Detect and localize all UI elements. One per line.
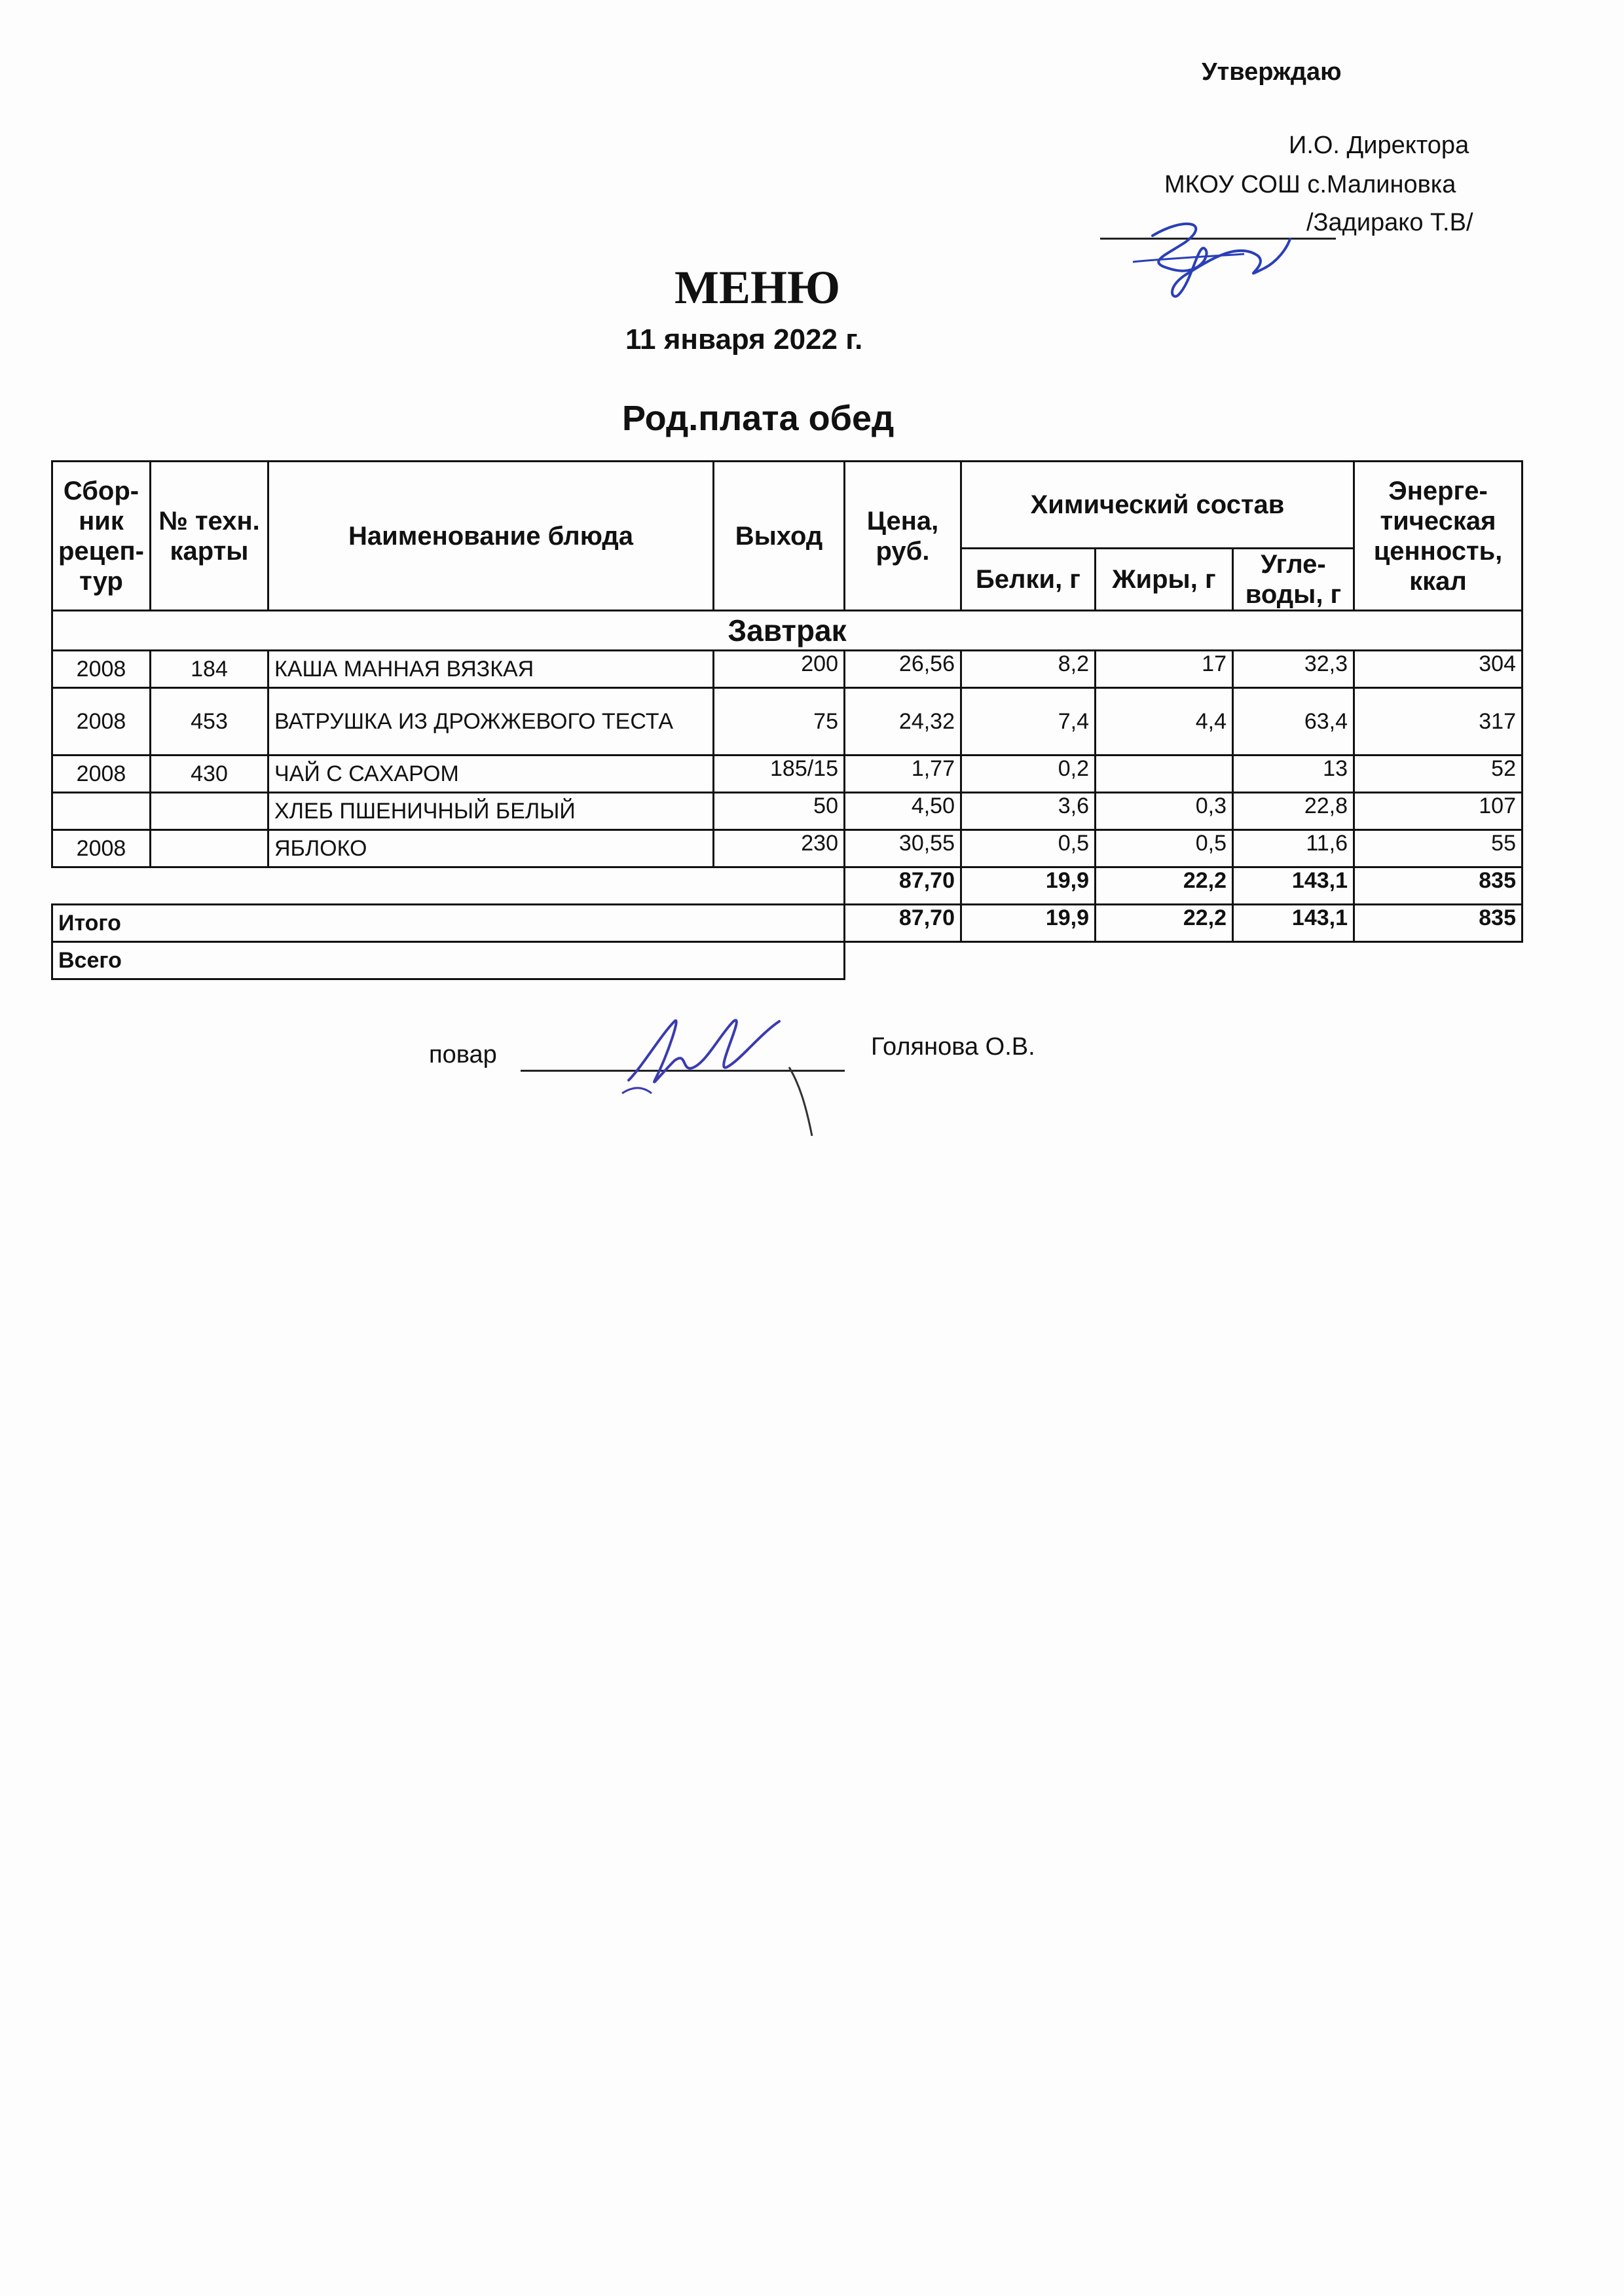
cell-dish: ХЛЕБ ПШЕНИЧНЫЙ БЕЛЫЙ — [268, 793, 714, 830]
subtotal-protein: 19,9 — [961, 867, 1096, 905]
header-price: Цена, руб. — [845, 462, 961, 611]
menu-subtitle: Род.плата обед — [622, 399, 895, 438]
cook-label: повар — [429, 1041, 497, 1068]
vsego-label: Всего — [52, 942, 845, 979]
subtotal-row — [52, 867, 1522, 905]
cell-collection: 2008 — [52, 756, 151, 793]
header-protein: Белки, г — [961, 549, 1096, 611]
itogo-label: Итого — [52, 905, 845, 942]
subtotal-empty — [52, 867, 845, 905]
page-title: МЕНЮ — [674, 261, 841, 314]
subtotal-price: 87,70 — [845, 867, 961, 905]
header-fat: Жиры, г — [1096, 549, 1233, 611]
cell-card: 184 — [151, 651, 268, 688]
cell-carbs: 11,6 — [1233, 830, 1354, 867]
itogo-energy: 835 — [1354, 905, 1522, 942]
cook-name: Голянова О.В. — [871, 1033, 1035, 1061]
cell-card — [151, 793, 268, 830]
pen-mark — [783, 1064, 822, 1142]
header-tech-card: № техн. карты — [151, 462, 268, 611]
cell-fat: 4,4 — [1096, 688, 1233, 756]
cell-dish: ЧАЙ С САХАРОМ — [268, 756, 714, 793]
approval-block — [1080, 52, 1500, 262]
table-header-row — [52, 462, 1522, 549]
menu-table — [51, 460, 1523, 980]
cell-energy: 55 — [1354, 830, 1522, 867]
cell-protein: 0,5 — [961, 830, 1096, 867]
itogo-protein: 19,9 — [961, 905, 1096, 942]
cell-fat: 0,3 — [1096, 793, 1233, 830]
cell-protein: 0,2 — [961, 756, 1096, 793]
table-row — [52, 688, 1522, 756]
cell-price: 4,50 — [845, 793, 961, 830]
header-dish-name: Наименование блюда — [268, 462, 714, 611]
vsego-row — [52, 942, 1522, 979]
header-energy: Энерге-тическая ценность, ккал — [1354, 462, 1522, 611]
vsego-protein — [961, 942, 1096, 979]
cell-carbs: 32,3 — [1233, 651, 1354, 688]
cell-dish: ЯБЛОКО — [268, 830, 714, 867]
cell-card — [151, 830, 268, 867]
cell-output: 75 — [714, 688, 845, 756]
cell-protein: 3,6 — [961, 793, 1096, 830]
header-carbs: Угле-воды, г — [1233, 549, 1354, 611]
cell-protein: 7,4 — [961, 688, 1096, 756]
header-output: Выход — [714, 462, 845, 611]
cell-price: 24,32 — [845, 688, 961, 756]
itogo-row — [52, 905, 1522, 942]
table-row — [52, 756, 1522, 793]
itogo-price: 87,70 — [845, 905, 961, 942]
cell-collection: 2008 — [52, 651, 151, 688]
cell-collection: 2008 — [52, 688, 151, 756]
subtotal-carbs: 143,1 — [1233, 867, 1354, 905]
header-collection: Сбор-ник рецеп-тур — [52, 462, 151, 611]
cell-energy: 317 — [1354, 688, 1522, 756]
cell-fat: 17 — [1096, 651, 1233, 688]
vsego-fat — [1096, 942, 1233, 979]
menu-date: 11 января 2022 г. — [625, 323, 863, 355]
cell-collection — [52, 793, 151, 830]
cell-protein: 8,2 — [961, 651, 1096, 688]
cell-card: 430 — [151, 756, 268, 793]
approved-label: Утверждаю — [1202, 58, 1342, 86]
cell-carbs: 13 — [1233, 756, 1354, 793]
cell-carbs: 63,4 — [1233, 688, 1354, 756]
subtotal-fat: 22,2 — [1096, 867, 1233, 905]
itogo-carbs: 143,1 — [1233, 905, 1354, 942]
table-row — [52, 830, 1522, 867]
cell-energy: 52 — [1354, 756, 1522, 793]
section-row — [52, 611, 1522, 651]
cell-fat: 0,5 — [1096, 830, 1233, 867]
cell-carbs: 22,8 — [1233, 793, 1354, 830]
cell-price: 1,77 — [845, 756, 961, 793]
table-row — [52, 793, 1522, 830]
subtotal-energy: 835 — [1354, 867, 1522, 905]
cell-output: 230 — [714, 830, 845, 867]
cell-card: 453 — [151, 688, 268, 756]
cell-energy: 107 — [1354, 793, 1522, 830]
school-name: МКОУ СОШ с.Малиновка — [1164, 171, 1456, 198]
director-position: И.О. Директора — [1289, 132, 1469, 159]
cell-dish: КАША МАННАЯ ВЯЗКАЯ — [268, 651, 714, 688]
itogo-fat: 22,2 — [1096, 905, 1233, 942]
cell-fat — [1096, 756, 1233, 793]
cell-output: 185/15 — [714, 756, 845, 793]
header-chem: Химический состав — [961, 462, 1354, 549]
section-breakfast: Завтрак — [52, 611, 1522, 651]
vsego-price — [845, 942, 961, 979]
director-signature — [1107, 196, 1297, 314]
cell-price: 26,56 — [845, 651, 961, 688]
cell-collection: 2008 — [52, 830, 151, 867]
cell-dish: ВАТРУШКА ИЗ ДРОЖЖЕВОГО ТЕСТА — [268, 688, 714, 756]
cell-price: 30,55 — [845, 830, 961, 867]
cell-output: 50 — [714, 793, 845, 830]
vsego-energy — [1354, 942, 1522, 979]
table-row — [52, 651, 1522, 688]
director-name: /Задирако Т.В/ — [1306, 209, 1473, 236]
vsego-carbs — [1233, 942, 1354, 979]
cell-energy: 304 — [1354, 651, 1522, 688]
cell-output: 200 — [714, 651, 845, 688]
